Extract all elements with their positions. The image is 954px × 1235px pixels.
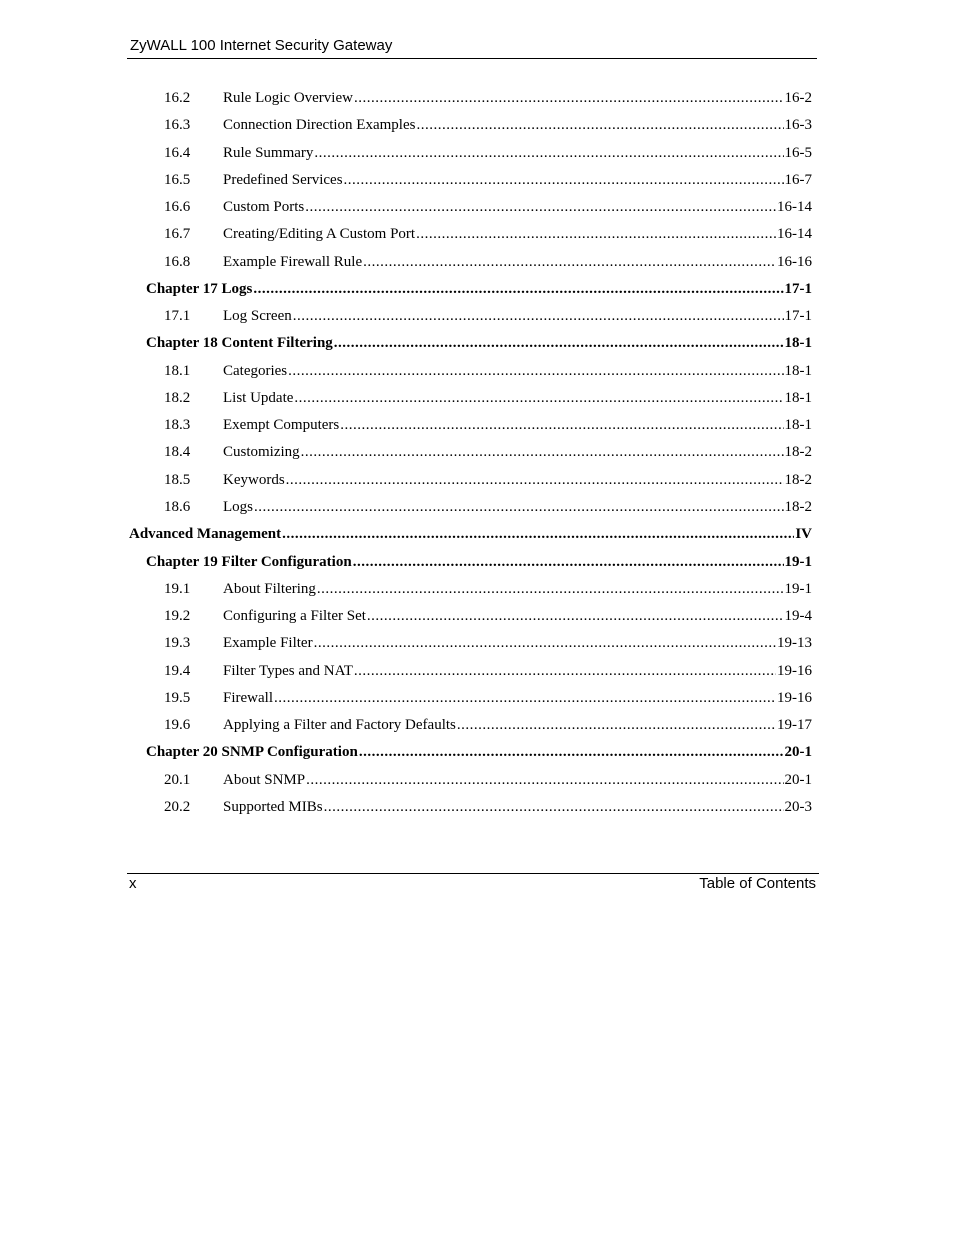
toc-entry-title: Custom Ports bbox=[223, 199, 305, 216]
toc-entry-link[interactable] bbox=[146, 743, 812, 761]
toc-section-number: 19.1 bbox=[164, 580, 191, 597]
toc-entry-title: Customizing bbox=[223, 444, 300, 461]
toc-entry-title: Keywords bbox=[223, 471, 285, 488]
toc-section-number: 19.5 bbox=[164, 689, 191, 706]
toc-row-ch bbox=[0, 330, 954, 357]
toc-entry-title: Exempt Computers bbox=[223, 417, 340, 434]
footer-rule bbox=[127, 873, 819, 874]
toc-page-number: 18-1 bbox=[784, 417, 812, 434]
toc-row-ch bbox=[0, 739, 954, 766]
toc-entry-link[interactable] bbox=[223, 362, 812, 380]
toc-section-number: 20.1 bbox=[164, 771, 191, 788]
toc-entry-title: Rule Summary bbox=[223, 144, 314, 161]
dot-leader bbox=[354, 662, 776, 680]
toc-entry-link[interactable] bbox=[223, 225, 812, 243]
toc-row-sec bbox=[0, 712, 954, 739]
toc-section-number: 18.5 bbox=[164, 471, 191, 488]
toc-entry-title: About Filtering bbox=[223, 580, 316, 597]
running-header: ZyWALL 100 Internet Security Gateway bbox=[130, 37, 393, 54]
toc-row-sec bbox=[0, 467, 954, 494]
toc-section-number: 18.4 bbox=[164, 444, 191, 461]
dot-leader bbox=[288, 362, 783, 380]
toc-section-number: 18.1 bbox=[164, 362, 191, 379]
toc-entry-link[interactable] bbox=[223, 771, 812, 789]
dot-leader bbox=[367, 607, 784, 625]
toc-page-number: 19-4 bbox=[784, 608, 812, 625]
toc-section-number: 19.6 bbox=[164, 717, 191, 734]
dot-leader bbox=[344, 171, 784, 189]
toc-page-number: 18-2 bbox=[784, 444, 812, 461]
toc-entry-link[interactable] bbox=[223, 144, 812, 162]
toc-row-sec bbox=[0, 221, 954, 248]
toc-entry-title: Categories bbox=[223, 362, 288, 379]
dot-leader bbox=[416, 225, 776, 243]
toc-entry-title: Supported MIBs bbox=[223, 798, 323, 815]
toc-row-sec bbox=[0, 494, 954, 521]
toc-row-ch bbox=[0, 276, 954, 303]
toc-entry-title: Example Firewall Rule bbox=[223, 253, 363, 270]
toc-row-sec bbox=[0, 658, 954, 685]
dot-leader bbox=[305, 198, 776, 216]
toc-section-number: 16.8 bbox=[164, 253, 191, 270]
toc-entry-title: Chapter 19 Filter Configuration bbox=[146, 553, 352, 570]
toc-page-number: 20-1 bbox=[784, 771, 812, 788]
toc-entry-link[interactable] bbox=[223, 498, 812, 516]
toc-entry-link[interactable] bbox=[223, 389, 812, 407]
toc-entry-link[interactable] bbox=[223, 471, 812, 489]
toc-page-number: IV bbox=[795, 526, 812, 543]
toc-entry-link[interactable] bbox=[223, 443, 812, 461]
toc-entry-link[interactable] bbox=[223, 253, 812, 271]
dot-leader bbox=[314, 634, 776, 652]
toc-entry-title: Advanced Management bbox=[129, 526, 282, 543]
footer-page-number: x bbox=[129, 875, 137, 892]
toc-row-sec bbox=[0, 603, 954, 630]
toc-page-number: 18-1 bbox=[784, 335, 812, 352]
toc-row-sec bbox=[0, 439, 954, 466]
toc-section-number: 16.6 bbox=[164, 199, 191, 216]
toc-row-ch bbox=[0, 549, 954, 576]
toc-row-sec bbox=[0, 685, 954, 712]
toc-entry-link[interactable] bbox=[146, 553, 812, 571]
toc-section-number: 18.6 bbox=[164, 498, 191, 515]
toc-page-number: 16-2 bbox=[784, 90, 812, 106]
toc-entry-link[interactable] bbox=[223, 89, 812, 107]
toc-page-number: 18-2 bbox=[784, 498, 812, 515]
toc-entry-title: About SNMP bbox=[223, 771, 306, 788]
toc-page-number: 17-1 bbox=[784, 280, 812, 297]
toc-entry-title: Connection Direction Examples bbox=[223, 117, 416, 134]
toc-entry-title: List Update bbox=[223, 389, 294, 406]
dot-leader bbox=[286, 471, 784, 489]
toc-entry-title: Chapter 20 SNMP Configuration bbox=[146, 744, 358, 761]
toc-row-sec bbox=[0, 249, 954, 276]
dot-leader bbox=[301, 443, 784, 461]
toc-row-sec bbox=[0, 194, 954, 221]
toc-entry-link[interactable] bbox=[129, 525, 812, 543]
toc-section-number: 16.3 bbox=[164, 117, 191, 134]
toc-section-number: 19.3 bbox=[164, 635, 191, 652]
toc-row-sec bbox=[0, 303, 954, 330]
toc-section-number: 16.4 bbox=[164, 144, 191, 161]
toc-row-sec bbox=[0, 85, 954, 112]
toc-section-number: 16.7 bbox=[164, 226, 191, 243]
toc-section-number: 18.2 bbox=[164, 389, 191, 406]
dot-leader bbox=[334, 334, 784, 352]
toc-entry-title: Predefined Services bbox=[223, 171, 343, 188]
toc-entry-title: Chapter 18 Content Filtering bbox=[146, 335, 333, 352]
toc-section-number: 19.4 bbox=[164, 662, 191, 679]
toc-row-sec bbox=[0, 358, 954, 385]
toc-row-sec bbox=[0, 167, 954, 194]
toc-entry-title: Rule Logic Overview bbox=[223, 90, 353, 106]
toc-entry-link[interactable] bbox=[146, 334, 812, 352]
toc-page-number: 20-3 bbox=[784, 798, 812, 815]
dot-leader bbox=[282, 525, 794, 543]
toc-row-part bbox=[0, 521, 954, 548]
dot-leader bbox=[253, 280, 783, 298]
toc-page-number: 19-16 bbox=[777, 689, 812, 706]
toc-entry-title: Applying a Filter and Factory Defaults bbox=[223, 717, 456, 734]
toc-row-sec bbox=[0, 412, 954, 439]
toc-page-number: 18-1 bbox=[784, 389, 812, 406]
toc-entry-link[interactable] bbox=[223, 662, 812, 680]
toc-page-number: 19-13 bbox=[777, 635, 812, 652]
table-of-contents bbox=[0, 85, 954, 821]
toc-section-number: 18.3 bbox=[164, 417, 191, 434]
dot-leader bbox=[294, 389, 783, 407]
toc-entry-link[interactable] bbox=[223, 689, 812, 707]
toc-page-number: 16-7 bbox=[784, 171, 812, 188]
toc-entry-title: Chapter 17 Logs bbox=[146, 280, 253, 297]
toc-section-number: 16.5 bbox=[164, 171, 191, 188]
toc-entry-link[interactable] bbox=[223, 198, 812, 216]
toc-row-sec bbox=[0, 385, 954, 412]
dot-leader bbox=[353, 553, 784, 571]
toc-section-number: 20.2 bbox=[164, 798, 191, 815]
toc-section-number: 17.1 bbox=[164, 308, 191, 325]
dot-leader bbox=[359, 743, 784, 761]
toc-row-sec bbox=[0, 112, 954, 139]
toc-page-number: 16-14 bbox=[777, 199, 812, 216]
toc-entry-link[interactable] bbox=[223, 634, 812, 652]
dot-leader bbox=[457, 716, 776, 734]
toc-page-number: 18-2 bbox=[784, 471, 812, 488]
toc-page-number: 19-17 bbox=[777, 717, 812, 734]
dot-leader bbox=[293, 307, 784, 325]
toc-entry-title: Example Filter bbox=[223, 635, 313, 652]
dot-leader bbox=[314, 144, 783, 162]
toc-entry-link[interactable] bbox=[223, 607, 812, 625]
toc-page-number: 16-5 bbox=[784, 144, 812, 161]
toc-entry-link[interactable] bbox=[223, 798, 812, 816]
toc-row-sec bbox=[0, 794, 954, 821]
toc-entry-title: Filter Types and NAT bbox=[223, 662, 353, 679]
toc-page-number: 20-1 bbox=[784, 744, 812, 761]
toc-row-sec bbox=[0, 767, 954, 794]
dot-leader bbox=[254, 498, 784, 516]
dot-leader bbox=[354, 89, 784, 107]
toc-entry-link[interactable] bbox=[146, 280, 812, 298]
toc-entry-title: Creating/Editing A Custom Port bbox=[223, 226, 416, 243]
toc-row-sec bbox=[0, 140, 954, 167]
toc-section-number: 16.2 bbox=[164, 90, 191, 106]
toc-page-number: 16-14 bbox=[777, 226, 812, 243]
toc-entry-link[interactable] bbox=[223, 580, 812, 598]
toc-entry-title: Configuring a Filter Set bbox=[223, 608, 366, 625]
toc-entry-link[interactable] bbox=[223, 116, 812, 134]
toc-section-number: 19.2 bbox=[164, 608, 191, 625]
dot-leader bbox=[363, 253, 776, 271]
toc-page-number: 19-1 bbox=[784, 553, 812, 570]
toc-entry-link[interactable] bbox=[223, 416, 812, 434]
toc-row-sec bbox=[0, 576, 954, 603]
dot-leader bbox=[416, 116, 783, 134]
toc-page-number: 17-1 bbox=[784, 308, 812, 325]
toc-entry-link[interactable] bbox=[223, 171, 812, 189]
dot-leader bbox=[306, 771, 783, 789]
header-rule bbox=[127, 58, 817, 59]
toc-page-number: 16-3 bbox=[784, 117, 812, 134]
dot-leader bbox=[274, 689, 776, 707]
toc-entry-title: Log Screen bbox=[223, 308, 292, 325]
toc-entry-title: Logs bbox=[223, 498, 253, 515]
toc-page-number: 18-1 bbox=[784, 362, 812, 379]
footer-section-title: Table of Contents bbox=[699, 875, 816, 892]
toc-row-sec bbox=[0, 630, 954, 657]
dot-leader bbox=[324, 798, 784, 816]
toc-page-number: 19-1 bbox=[784, 580, 812, 597]
dot-leader bbox=[340, 416, 783, 434]
toc-page-number: 19-16 bbox=[777, 662, 812, 679]
toc-entry-link[interactable] bbox=[223, 716, 812, 734]
toc-page-number: 16-16 bbox=[777, 253, 812, 270]
toc-entry-title: Firewall bbox=[223, 689, 273, 706]
toc-entry-link[interactable] bbox=[223, 307, 812, 325]
dot-leader bbox=[317, 580, 784, 598]
